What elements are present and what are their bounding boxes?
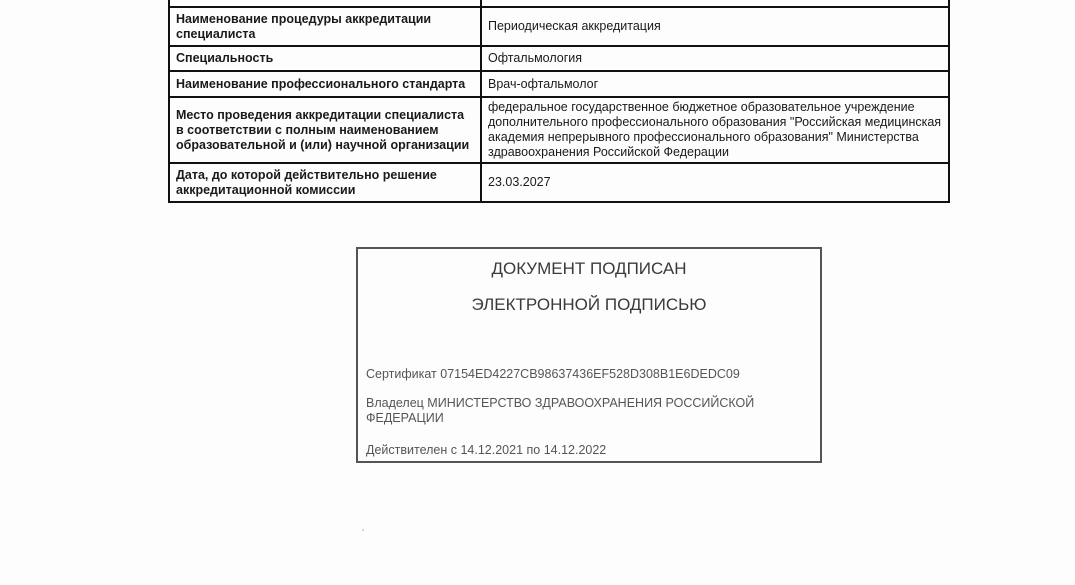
table-row-specialty [169, 46, 949, 71]
standard-label: Наименование профессионального стандарта [169, 71, 481, 97]
row-label [169, 0, 481, 7]
scan-speck: ʻ [362, 528, 365, 539]
specialty-value: Офтальмология [481, 46, 949, 71]
table-row-standard [169, 71, 949, 97]
specialty-label: Специальность [169, 46, 481, 71]
electronic-signature-stamp [356, 247, 822, 463]
location-label: Место проведения аккредитации специалиста в соответствии с полным наименованием образовательной и (или) научной организации [169, 97, 481, 163]
signature-heading-line1: ДОКУМЕНТ ПОДПИСАН [491, 259, 687, 278]
table-row-decision-date [169, 163, 949, 202]
signature-heading-line2: ЭЛЕКТРОННОЙ ПОДПИСЬЮ [471, 295, 707, 314]
procedure-value: Периодическая аккредитация [481, 7, 949, 46]
row-value [481, 0, 949, 7]
table-row-cut-off [169, 0, 949, 7]
signature-validity: Действителен с 14.12.2021 по 14.12.2022 [366, 443, 607, 457]
accreditation-details-table [168, 0, 950, 203]
standard-value: Врач-офтальмолог [481, 71, 949, 97]
signature-owner: Владелец МИНИСТЕРСТВО ЗДРАВООХРАНЕНИЯ РОССИЙСКОЙ ФЕДЕРАЦИИ [366, 396, 755, 425]
location-value: федеральное государственное бюджетное образовательное учреждение дополнительного профессионального образования "Российская медицинская академия непрерывного профессионального образования" Министерства здравоохранения Российской Федерации [481, 97, 949, 163]
procedure-label: Наименование процедуры аккредитации специалиста [169, 7, 481, 46]
signature-certificate: Сертификат 07154ED4227CB98637436EF528D308B1E6DEDC09 [366, 367, 740, 381]
table-row-procedure [169, 7, 949, 46]
decision-date-label: Дата, до которой действительно решение аккредитационной комиссии [169, 163, 481, 202]
table-row-location [169, 97, 949, 163]
decision-date-value: 23.03.2027 [481, 163, 949, 202]
